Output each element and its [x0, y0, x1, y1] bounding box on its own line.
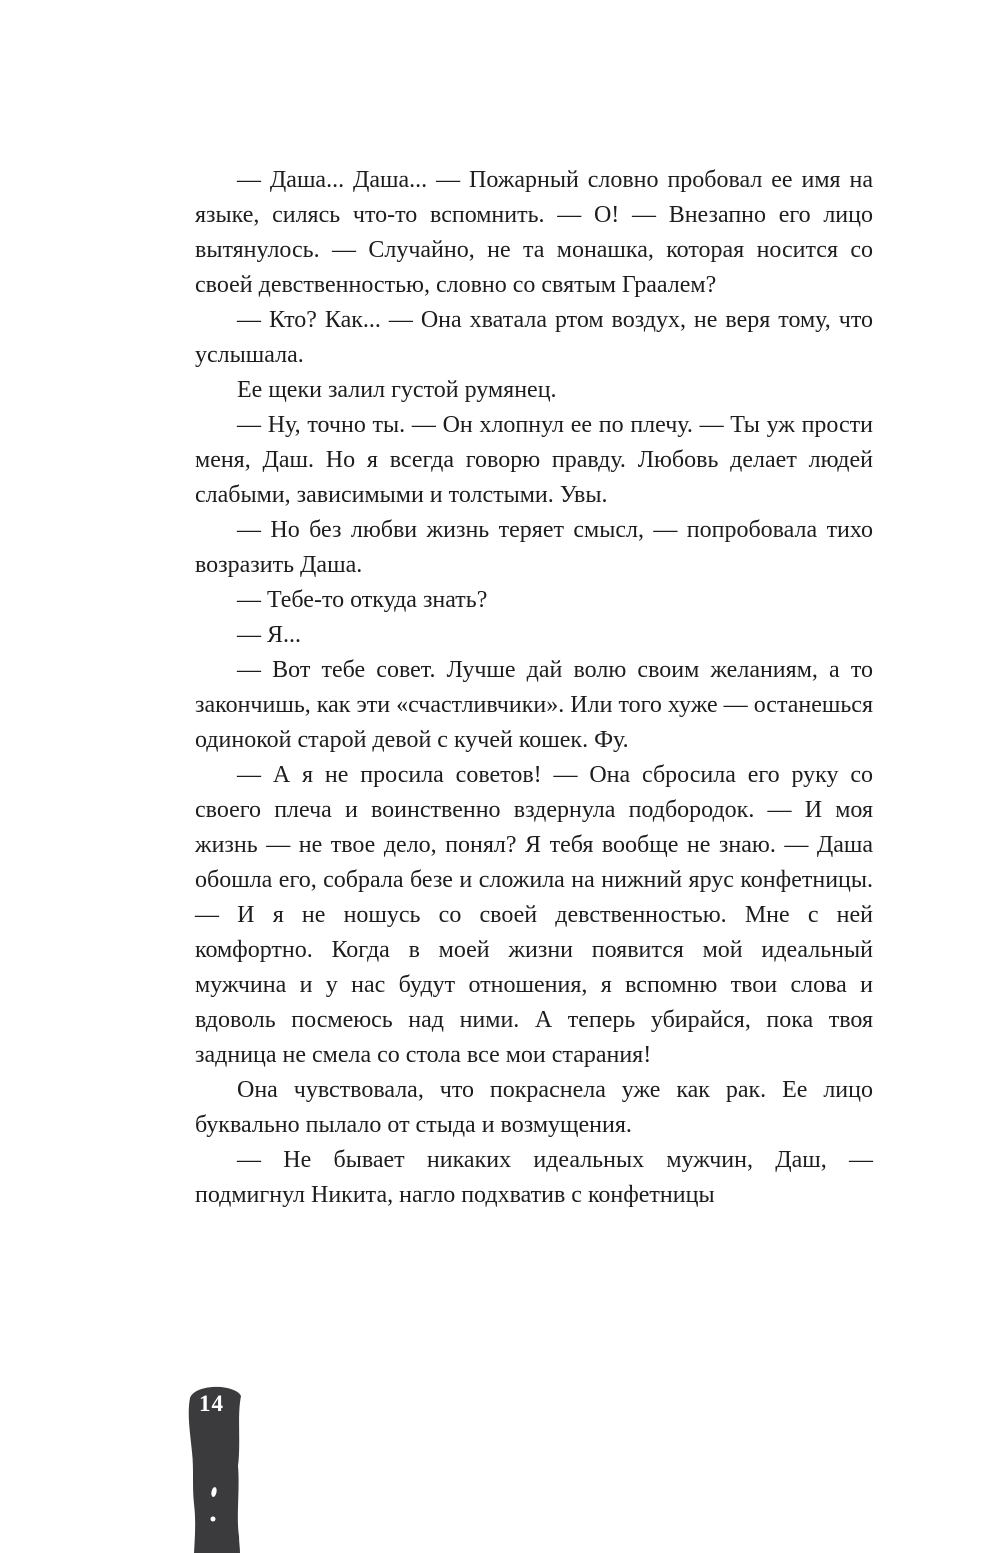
- paragraph: — Кто? Как... — Она хватала ртом воздух, не веря тому, что услышала.: [195, 307, 873, 368]
- paragraph: — Даша... Даша... — Пожарный словно пробовал ее имя на языке, силясь что-то вспомнить. — О! — Внезапно его лицо вытянулось. — Случайно, не та монашка, которая носится со своей девственностью, словно со святым Граалем?: [195, 167, 873, 298]
- paragraph: — Я...: [237, 622, 302, 648]
- ink-speck-icon: [211, 1517, 216, 1522]
- paragraph: — Вот тебе совет. Лучше дай волю своим желаниям, а то закончишь, как эти «счастливчики». Или того хуже — останешься одинокой старой девой с кучей кошек. Фу.: [195, 657, 873, 753]
- paragraph: — А я не просила советов! — Она сбросила его руку со своего плеча и воинственно вздернула подбородок. — И моя жизнь — не твое дело, понял? Я тебя вообще не знаю. — Даша обошла его, собрала безе и сложила на нижний ярус конфетницы. — И я не ношусь со своей девственностью. Мне с ней комфортно. Когда в моей жизни появится мой идеальный мужчина и у нас будут отношения, я вспомню твои слова и вдоволь посмеюсь над ними. А теперь убирайся, пока твоя задница не смела со стола все мои старания!: [195, 762, 873, 1068]
- page-text: [195, 163, 873, 1213]
- page-number: 14: [199, 1391, 224, 1416]
- paragraph: — Тебе-то откуда знать?: [237, 587, 488, 613]
- paragraph: — Но без любви жизнь теряет смысл, — попробовала тихо возразить Даша.: [195, 517, 873, 578]
- paragraph: Она чувствовала, что покраснела уже как рак. Ее лицо буквально пылало от стыда и возмущения.: [195, 1077, 873, 1138]
- paragraph: — Ну, точно ты. — Он хлопнул ее по плечу. — Ты уж прости меня, Даш. Но я всегда говорю правду. Любовь делает людей слабыми, зависимыми и толстыми. Увы.: [195, 412, 873, 508]
- paragraph: — Не бывает никаких идеальных мужчин, Даш, — подмигнул Никита, нагло подхватив с конфетницы: [195, 1147, 873, 1208]
- paragraph: Ее щеки залил густой румянец.: [237, 377, 557, 403]
